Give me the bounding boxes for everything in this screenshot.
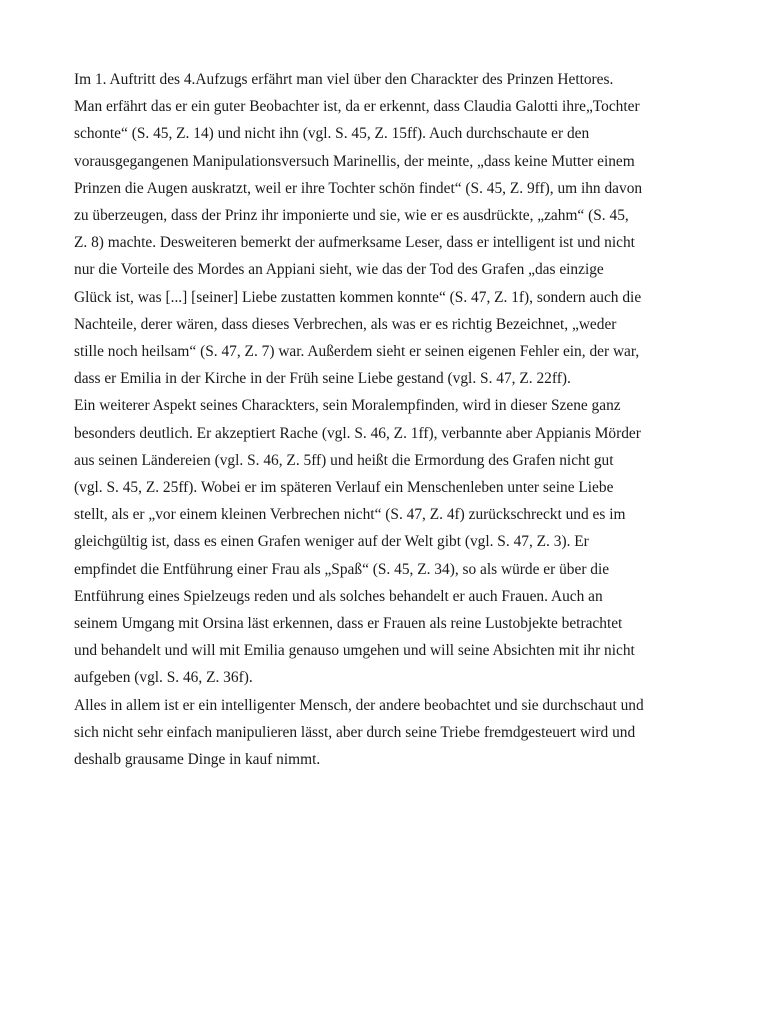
text-line: Entführung eines Spielzeugs reden und als solches behandelt er auch Frauen. Auch an: [74, 587, 603, 605]
text-line: zu überzeugen, dass der Prinz ihr imponierte und sie, wie er es ausdrückte, „zahm“ (S. 45,: [74, 207, 629, 225]
text-line: dass er Emilia in der Kirche in der Früh seine Liebe gestand (vgl. S. 47, Z. 22ff).: [74, 370, 571, 388]
text-line: stellt, als er „vor einem kleinen Verbrechen nicht“ (S. 47, Z. 4f) zurückschreckt und es im: [74, 506, 626, 524]
paragraph-2: [74, 392, 700, 691]
text-line: Prinzen die Augen auskratzt, weil er ihre Tochter schön findet“ (S. 45, Z. 9ff), um ihn davon: [74, 179, 643, 197]
text-line: empfindet die Entführung einer Frau als „Spaß“ (S. 45, Z. 34), so als würde er über die: [74, 560, 610, 578]
paragraph-1: [74, 66, 700, 392]
text-line: aufgeben (vgl. S. 46, Z. 36f).: [74, 669, 253, 687]
text-line: aus seinen Ländereien (vgl. S. 46, Z. 5ff) und heißt die Ermordung des Grafen nicht gut: [74, 451, 614, 469]
text-line: und behandelt und will mit Emilia genauso umgehen und will seine Absichten mit ihr nicht: [74, 642, 635, 660]
text-line: Alles in allem ist er ein intelligenter Mensch, der andere beobachtet und sie durchschaut und: [74, 696, 644, 714]
text-line: Z. 8) machte. Desweiteren bemerkt der aufmerksame Leser, dass er intelligent ist und nicht: [74, 234, 635, 252]
text-line: sich nicht sehr einfach manipulieren lässt, aber durch seine Triebe fremdgesteuert wird und: [74, 723, 636, 741]
text-line: seinem Umgang mit Orsina läst erkennen, dass er Frauen als reine Lustobjekte betrachtet: [74, 615, 623, 633]
text-line: vorausgegangenen Manipulationsversuch Marinellis, der meinte, „dass keine Mutter einem: [74, 152, 635, 170]
text-line: Man erfährt das er ein guter Beobachter ist, da er erkennt, dass Claudia Galotti ihre„Tochter: [74, 98, 640, 116]
text-line: Nachteile, derer wären, dass dieses Verbrechen, als was er es richtig Bezeichnet, „weder: [74, 315, 617, 333]
text-line: deshalb grausame Dinge in kauf nimmt.: [74, 751, 321, 769]
paragraph-3: [74, 692, 700, 774]
text-line: Ein weiterer Aspekt seines Charackters, sein Moralempfinden, wird in dieser Szene ganz: [74, 397, 621, 415]
text-line: nur die Vorteile des Mordes an Appiani sieht, wie das der Tod des Grafen „das einzige: [74, 261, 604, 279]
text-line: besonders deutlich. Er akzeptiert Rache (vgl. S. 46, Z. 1ff), verbannte aber Appianis Mörder: [74, 424, 641, 442]
text-line: schonte“ (S. 45, Z. 14) und nicht ihn (vgl. S. 45, Z. 15ff). Auch durchschaute er den: [74, 125, 590, 143]
text-line: stille noch heilsam“ (S. 47, Z. 7) war. Außerdem sieht er seinen eigenen Fehler ein, der war,: [74, 343, 640, 361]
document-body: [74, 66, 700, 773]
text-line: Glück ist, was [...] [seiner] Liebe zustatten kommen konnte“ (S. 47, Z. 1f), sondern auch die: [74, 288, 642, 306]
text-line: gleichgültig ist, dass es einen Grafen weniger auf der Welt gibt (vgl. S. 47, Z. 3). Er: [74, 533, 589, 551]
text-line: Im 1. Auftritt des 4.Aufzugs erfährt man viel über den Charackter des Prinzen Hettores.: [74, 71, 614, 88]
text-line: (vgl. S. 45, Z. 25ff). Wobei er im späteren Verlauf ein Menschenleben unter seine Liebe: [74, 479, 614, 497]
